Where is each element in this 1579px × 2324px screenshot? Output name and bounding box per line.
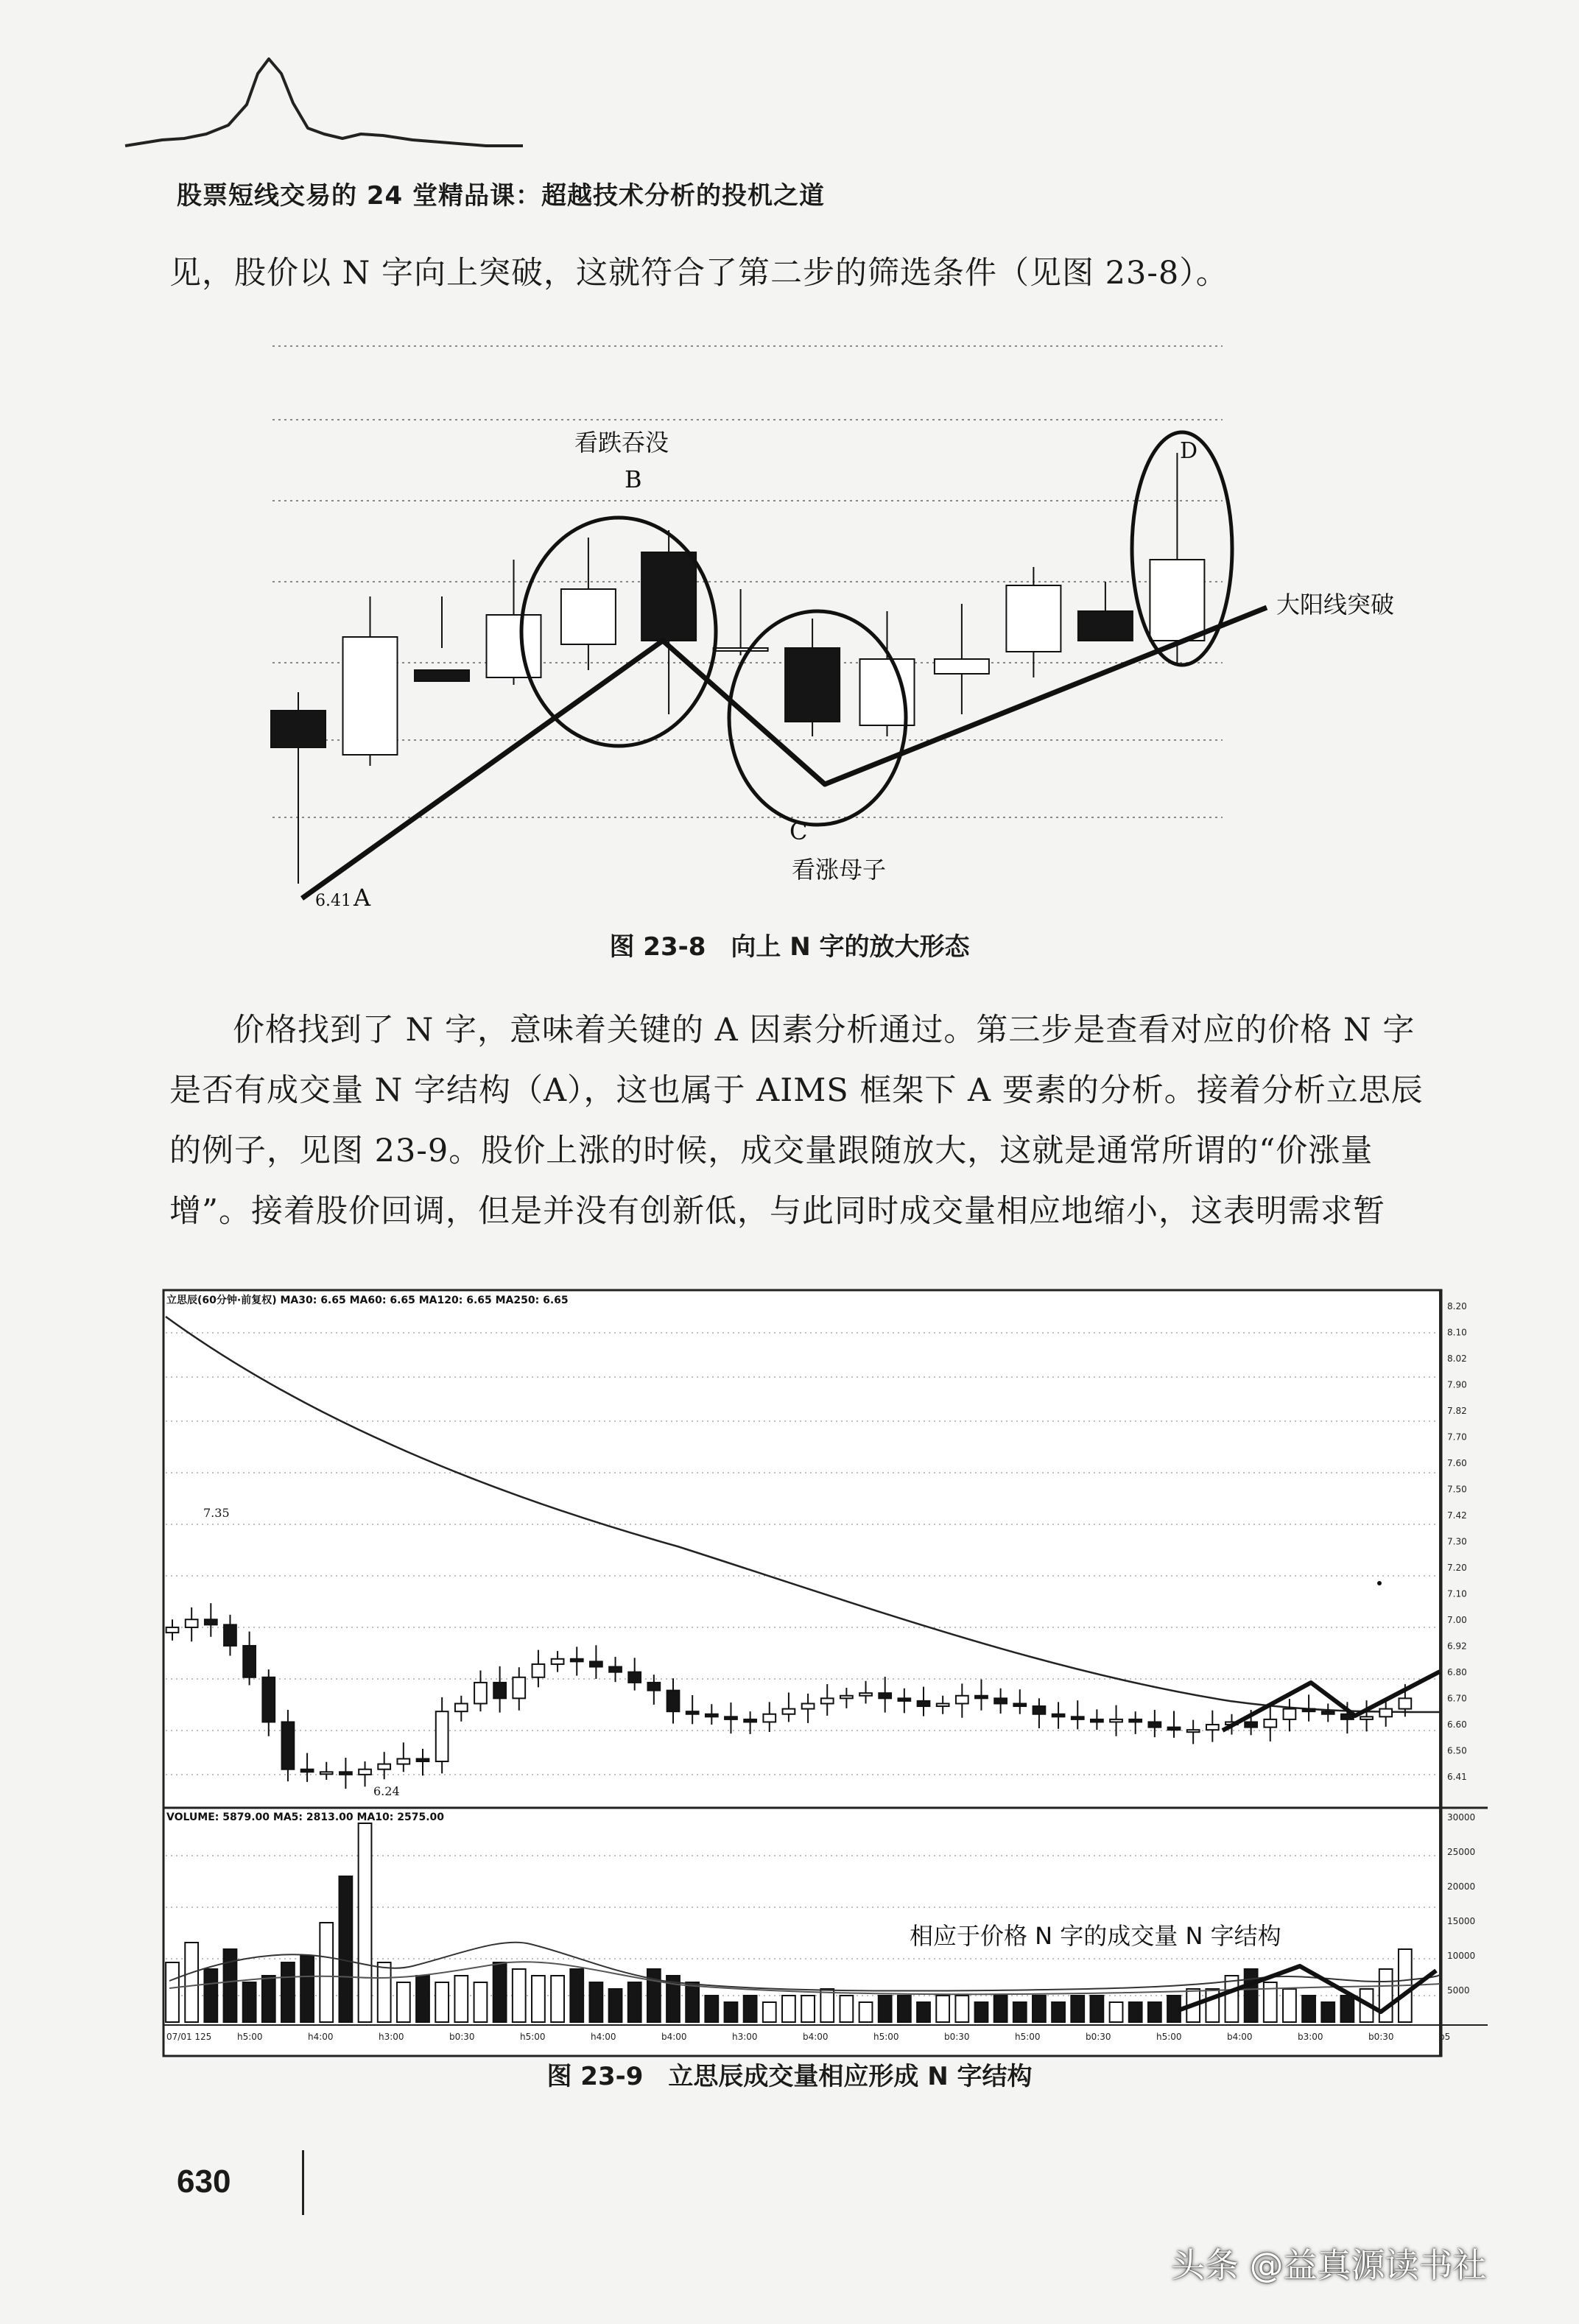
candle-body [397,1758,409,1764]
volume-tick-label: 15000 [1447,1916,1476,1926]
candle-body [340,1772,352,1775]
candle-body [714,648,768,651]
label-point-a: A [354,884,371,912]
candle-body [359,1770,371,1775]
label-high-price: 7.35 [203,1506,230,1520]
candle-body [378,1764,390,1770]
volume-bar [1283,1989,1296,2022]
candle-body [343,637,398,755]
candle-body [686,1711,699,1714]
volume-bar [454,1976,468,2022]
time-tick-label: b5 [1439,2032,1451,2042]
volume-bar [609,1989,622,2022]
time-tick-label: b0:30 [1368,2032,1394,2042]
volume-bar [725,2002,738,2022]
time-tick-label: h5:00 [237,2032,263,2042]
label-point-d: D [1180,438,1198,464]
volume-axis [1447,1812,1475,1996]
volume-bar [1129,2002,1142,2022]
candle-body [1150,560,1204,641]
candle-body [994,1698,1007,1703]
volume-bar [1013,2002,1027,2022]
figure-23-8 [250,324,1399,928]
candle-body [859,1693,872,1696]
price-tick-label: 6.50 [1447,1745,1467,1756]
time-tick-label: b4:00 [803,2032,829,2042]
volume-bar [1245,1969,1258,2022]
candle-body [628,1672,641,1683]
label-bullish-harami: 看涨母子 [792,856,887,884]
price-tick-label: 7.20 [1447,1563,1467,1573]
volume-bar [339,1876,352,2022]
candle-body [785,648,840,722]
candle-body [840,1696,853,1699]
candle-body [1187,1730,1200,1732]
paragraph-2-line-2: 是否有成交量 N 字结构（A），这也属于 AIMS 框架下 A 要素的分析。接着分析立思辰 [169,1072,1424,1109]
price-tick-label: 7.42 [1447,1510,1467,1521]
time-tick-label: b0:30 [1086,2032,1111,2042]
volume-bar [474,1982,488,2022]
volume-bar [1033,1996,1046,2022]
candle-body [821,1698,834,1703]
time-tick-label: 07/01 125 [166,2032,212,2042]
candle-body [1264,1719,1276,1728]
candle-body [282,1722,295,1769]
candle-body [783,1709,795,1714]
price-tick-label: 7.50 [1447,1484,1467,1495]
time-tick-label: b4:00 [1227,2032,1253,2042]
time-tick-label: h3:00 [732,2032,758,2042]
label-low-price: 6.24 [373,1784,400,1798]
volume-bar [262,1976,275,2022]
candle-body [1245,1722,1257,1727]
volume-bar [975,2002,988,2022]
candle-body [417,1758,429,1761]
candle-body [1078,611,1133,641]
candle-body [879,1693,891,1698]
volume-bar [744,1996,757,2022]
page-number: 630 [177,2163,231,2200]
volume-bar [686,1982,699,2022]
price-tick-label: 6.80 [1447,1667,1467,1677]
candle-body [937,1703,949,1706]
price-tick-label: 7.10 [1447,1588,1467,1599]
candle-body [1303,1709,1315,1712]
candle-body [1284,1709,1296,1719]
candle-body [1206,1725,1219,1730]
candle-body [1379,1709,1392,1717]
volume-bar [763,2002,776,2022]
price-dot-marker [1377,1581,1382,1585]
candle-body [956,1696,968,1704]
candle-body [935,659,989,674]
candle-body [186,1619,198,1627]
price-tick-label: 6.92 [1447,1641,1467,1652]
volume-bar [416,1976,429,2022]
figure-23-9 [162,1289,1495,2062]
volume-bar [801,1996,815,2022]
candle-body [320,1772,333,1774]
price-axis [1447,1301,1467,1782]
volume-bar [820,1989,834,2022]
candle-body [532,1664,545,1677]
candle-body [1110,1719,1122,1722]
price-tick-label: 6.70 [1447,1693,1467,1704]
price-tick-label: 8.10 [1447,1327,1467,1338]
time-tick-label: h5:00 [1156,2032,1182,2042]
candle-body [1399,1698,1411,1708]
candle-body [1052,1714,1065,1717]
volume-bar [1090,1996,1103,2022]
candle-body [561,589,616,644]
volume-bar [281,1962,295,2022]
candle-body [493,1683,506,1698]
candle-body [667,1691,680,1712]
volume-panel-header: VOLUME: 5879.00 MA5: 2813.00 MA10: 2575.00 [166,1811,444,1823]
candle-body [1013,1703,1026,1706]
label-point-c: C [790,817,808,845]
price-tick-label: 7.60 [1447,1458,1467,1468]
volume-bar [359,1823,372,2022]
candle-body [744,1719,756,1722]
candle-body [487,615,541,677]
candle-body [301,1770,314,1772]
candle-body [706,1714,718,1717]
volume-bar [840,1996,853,2022]
candle-body [436,1711,449,1761]
volume-bar [859,2002,873,2022]
candle-body [415,670,469,681]
candle-body [552,1659,564,1664]
n-shape-trend-line [302,608,1267,898]
volume-tick-label: 10000 [1447,1951,1476,1961]
watermark: 头条 @益真源读书社 [1171,2245,1487,2285]
candle-body [1322,1711,1334,1714]
volume-bar [879,1996,892,2022]
price-tick-label: 7.30 [1447,1536,1467,1547]
time-tick-label: b3:00 [1298,2032,1323,2042]
volume-bar [320,1923,333,2022]
time-tick-label: h4:00 [308,2032,334,2042]
paragraph-2-line-4: 增”。接着股价回调，但是并没有创新低，与此同时成交量相应地缩小，这表明需求暂 [169,1193,1385,1230]
candle-body [802,1703,815,1708]
volume-bar [628,1982,641,2022]
candle-body [763,1714,776,1722]
volume-bar [1340,1996,1354,2022]
time-tick-label: b4:00 [661,2032,687,2042]
volume-bar [647,1969,661,2022]
volume-bar [513,1969,526,2022]
volume-bar [551,1976,564,2022]
candle-body [725,1716,737,1719]
time-tick-label: h5:00 [1015,2032,1041,2042]
volume-bar [1071,1996,1084,2022]
candle-body [1072,1716,1084,1719]
volume-bar [300,1956,314,2022]
candle-body [474,1683,487,1704]
price-tick-label: 7.70 [1447,1432,1467,1443]
candle-body [455,1703,468,1711]
volume-bar [705,1996,718,2022]
candle-body [918,1701,930,1706]
volume-tick-label: 25000 [1447,1847,1476,1857]
candle-body [647,1683,660,1691]
candle-body [243,1646,256,1677]
volume-tick-label: 30000 [1447,1812,1476,1823]
volume-bar [1302,1996,1315,2022]
volume-bar [493,1962,507,2022]
volume-bar [1110,2002,1123,2022]
label-point-b: B [625,465,642,493]
volume-bar [570,1969,583,2022]
candle-body [609,1666,622,1672]
candle-body [262,1677,275,1722]
candle-body [166,1627,179,1633]
time-tick-label: b0:30 [944,2032,970,2042]
candle-body [1006,585,1061,652]
volume-bar [204,1969,217,2022]
volume-tick-label: 20000 [1447,1881,1476,1892]
candle-body [1091,1719,1103,1722]
volume-bar [1052,2002,1065,2022]
volume-bar [1379,1969,1393,2022]
candle-body [1129,1719,1142,1722]
time-tick-label: h5:00 [520,2032,546,2042]
candle-body [224,1624,236,1646]
volume-bar [378,1962,391,2022]
label-breakout: 大阳线突破 [1276,591,1395,619]
volume-n-annotation: 相应于价格 N 字的成交量 N 字结构 [910,1922,1281,1950]
candle-body [1033,1706,1046,1714]
candle-body [1148,1722,1161,1727]
volume-bar [589,1982,602,2022]
volume-bar [782,1996,795,2022]
paragraph-2-line-1: 价格找到了 N 字，意味着关键的 A 因素分析通过。第三步是查看对应的价格 N 字 [233,1012,1416,1049]
volume-bar [1321,2002,1334,2022]
figure-23-8-caption: 图 23-8 向上 N 字的放大形态 [609,932,970,962]
time-tick-label: b0:30 [449,2032,475,2042]
volume-bar [243,1982,256,2022]
price-tick-label: 8.02 [1447,1353,1467,1364]
page-number-divider [302,2150,304,2215]
volume-bar [955,1996,968,2022]
running-head: 股票短线交易的 24 堂精品课：超越技术分析的投机之道 [177,181,825,211]
candle-body [571,1659,583,1662]
paragraph-1: 见，股价以 N 字向上突破，这就符合了第二步的筛选条件（见图 23-8）。 [169,255,1228,292]
candle-body [1168,1728,1181,1730]
price-tick-label: 7.82 [1447,1406,1467,1416]
price-panel-header: 立思辰(60分钟·前复权) MA30: 6.65 MA60: 6.65 MA120: 6.65 MA250: 6.65 [166,1295,569,1306]
candle-body [205,1619,217,1624]
time-tick-label: h3:00 [379,2032,404,2042]
time-tick-label: h5:00 [873,2032,899,2042]
volume-bar [936,1996,949,2022]
price-tick-label: 7.00 [1447,1615,1467,1625]
label-bearish-engulfing: 看跌吞没 [574,429,669,457]
candle-body [898,1698,910,1701]
time-tick-label: h4:00 [591,2032,616,2042]
volume-bar [1225,1976,1239,2022]
volume-bar [185,1943,198,2022]
label-low-price: 6.41 [315,892,351,910]
volume-bar [532,1976,545,2022]
volume-bar [435,1982,449,2022]
price-tick-label: 8.20 [1447,1301,1467,1311]
candle-body [590,1661,602,1666]
volume-bar [994,1996,1007,2022]
price-tick-label: 6.60 [1447,1719,1467,1730]
candle-body [271,711,326,747]
volume-bar [397,1982,410,2022]
figure-23-9-caption: 图 23-9 立思辰成交量相应形成 N 字结构 [546,2062,1033,2091]
volume-bar [898,1996,911,2022]
candle-body [1360,1716,1373,1719]
paragraph-2-line-3: 的例子，见图 23-9。股价上涨的时候，成交量跟随放大，这就是通常所谓的“价涨量 [169,1133,1374,1169]
candle-body [975,1696,988,1699]
candle-body [641,552,696,641]
price-tick-label: 7.90 [1447,1379,1467,1390]
volume-tick-label: 5000 [1447,1985,1470,1996]
mountain-logo-icon [118,52,530,169]
volume-bar [1148,2002,1161,2022]
volume-bar [166,1962,179,2022]
price-tick-label: 6.41 [1447,1772,1467,1782]
candle-body [513,1677,525,1699]
volume-bar [917,2002,930,2022]
